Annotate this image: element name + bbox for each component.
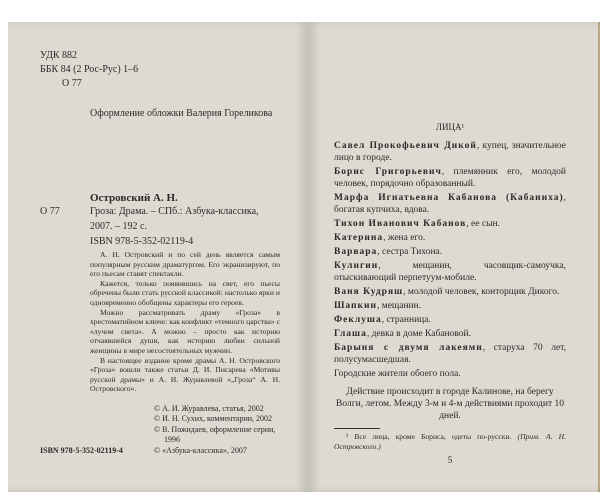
character-description: Городские жители обоего пола. bbox=[334, 369, 461, 379]
character-name: Катерина bbox=[334, 233, 384, 243]
annotation-paragraph: А. Н. Островский и по сей день является самым популярным русским драматургом. Его экранизируют, по его пьесам ставят спектакли. bbox=[90, 250, 280, 279]
annotation-paragraph: Можно рассматривать драму «Гроза» в хрестоматийном ключе: как конфликт «темного царства» с «лучом света». А можно – просто как историю отчаявшейся души, как историю любви сильной женщины в мире несостоятельных мужчин. bbox=[90, 307, 280, 355]
character-description: , странница. bbox=[381, 315, 431, 325]
character-name: Савел Прокофьевич Дикой bbox=[334, 141, 477, 151]
copyright-line: © В. Пожидаев, оформление серии, bbox=[154, 424, 276, 434]
page-number: 5 bbox=[447, 455, 453, 466]
character-name: Глаша bbox=[334, 329, 367, 339]
character-name: Шапкин bbox=[334, 301, 377, 311]
cast-list bbox=[334, 140, 566, 380]
character-description: , мещанин. bbox=[376, 301, 422, 311]
character-name: Варвара bbox=[334, 247, 378, 257]
character-name: Ваня Кудряш bbox=[334, 287, 404, 297]
copyright-line: © И. Н. Сухих, комментарии, 2002 bbox=[154, 414, 273, 424]
classification-code: О 77 bbox=[62, 78, 82, 89]
character-name: Кулигин bbox=[334, 261, 379, 271]
cast-item bbox=[334, 246, 566, 258]
imprint-block bbox=[40, 250, 280, 456]
character-description: , девка в доме Кабановой. bbox=[366, 329, 471, 339]
character-description: , племянник его, молодой человек, порядочно образованный. bbox=[334, 167, 566, 189]
cover-credit: Оформление обложки Валерия Гореликова bbox=[90, 108, 273, 119]
title-line-1: Гроза: Драма. – СПб.: Азбука-классика, bbox=[90, 206, 259, 217]
udk: УДК 882 bbox=[40, 50, 78, 61]
footnote-text: ¹ Все лица, кроме Бориса, одеты по-русски. bbox=[346, 432, 512, 441]
classification-code-2: О 77 bbox=[40, 206, 60, 217]
character-description: , старуха 70 лет, полусумасшедшая. bbox=[334, 343, 566, 365]
bbk: ББК 84 (2 Рос-Рус) 1–6 bbox=[40, 64, 139, 75]
copyright-row bbox=[40, 404, 280, 457]
cast-page-content bbox=[334, 122, 566, 465]
cast-item bbox=[334, 166, 566, 190]
copyrights bbox=[154, 404, 275, 457]
character-description: , молодой человек, конторщик Дикого. bbox=[403, 287, 560, 297]
isbn-bottom: ISBN 978-5-352-02119-4 bbox=[40, 445, 123, 455]
character-name: Феклуша bbox=[334, 315, 382, 325]
cast-item bbox=[334, 342, 566, 366]
annotation-paragraph: Кажется, только появившись на свет, его пьесы обречены были стать русской классикой: настолько ярки и одновременно обобщены характеры его героев. bbox=[90, 278, 280, 307]
footnote-divider bbox=[334, 428, 380, 429]
cast-item bbox=[334, 232, 566, 244]
cast-item bbox=[334, 192, 566, 216]
character-description: , сестра Тихона. bbox=[377, 247, 443, 257]
copyright-line: © «Азбука-классика», 2007 bbox=[154, 445, 247, 455]
cast-item bbox=[334, 314, 566, 326]
character-name: Марфа Игнатьевна Кабанова (Кабаниха) bbox=[334, 193, 564, 203]
isbn: ISBN 978-5-352-02119-4 bbox=[90, 236, 194, 247]
character-name: Тихон Иванович Кабанов bbox=[334, 219, 467, 229]
annotation-paragraph: В настоящее издание кроме драмы А. Н. Островского «Гроза» вошли также статьи Д. И. Писарева «Мотивы русской драмы» и А. И. Журавлевой «„Гроза“ А. Н. Островского». bbox=[90, 355, 280, 394]
footnote bbox=[334, 432, 566, 451]
left-page bbox=[8, 22, 308, 492]
cast-heading: ЛИЦА¹ bbox=[435, 122, 465, 132]
cast-item bbox=[334, 286, 566, 298]
cast-item bbox=[334, 368, 566, 380]
cast-item bbox=[334, 218, 566, 230]
cast-item bbox=[334, 140, 566, 164]
character-description: , ее сын. bbox=[466, 219, 500, 229]
author: Островский А. Н. bbox=[90, 192, 178, 204]
character-description: , жена его. bbox=[383, 233, 426, 243]
cast-item bbox=[334, 300, 566, 312]
copyright-line: © А. И. Журавлева, статья, 2002 bbox=[154, 403, 264, 413]
character-description: , мещанин, часовщик-самоучка, отыскивающий перпетуум-мобиле. bbox=[334, 261, 566, 283]
character-name: Борис Григорьевич bbox=[334, 167, 442, 177]
cast-item bbox=[334, 328, 566, 340]
character-description: , богатая купчиха, вдова. bbox=[334, 193, 566, 215]
copyright-line: 1996 bbox=[164, 435, 180, 445]
setting-note: Действие происходит в городе Калинове, на берегу Волги, летом. Между 3-м и 4-м действиями проходит 10 дней. bbox=[336, 387, 564, 421]
cast-item bbox=[334, 260, 566, 284]
annotation bbox=[90, 250, 280, 394]
right-page bbox=[308, 22, 600, 492]
character-description: , купец, значительное лицо в городе. bbox=[334, 141, 566, 163]
character-name: Барыня с двумя лакеями bbox=[334, 343, 483, 353]
title-line-2: 2007. – 192 с. bbox=[90, 221, 147, 232]
footnote-attribution: (Прим. А. Н. Островского.) bbox=[334, 432, 566, 451]
